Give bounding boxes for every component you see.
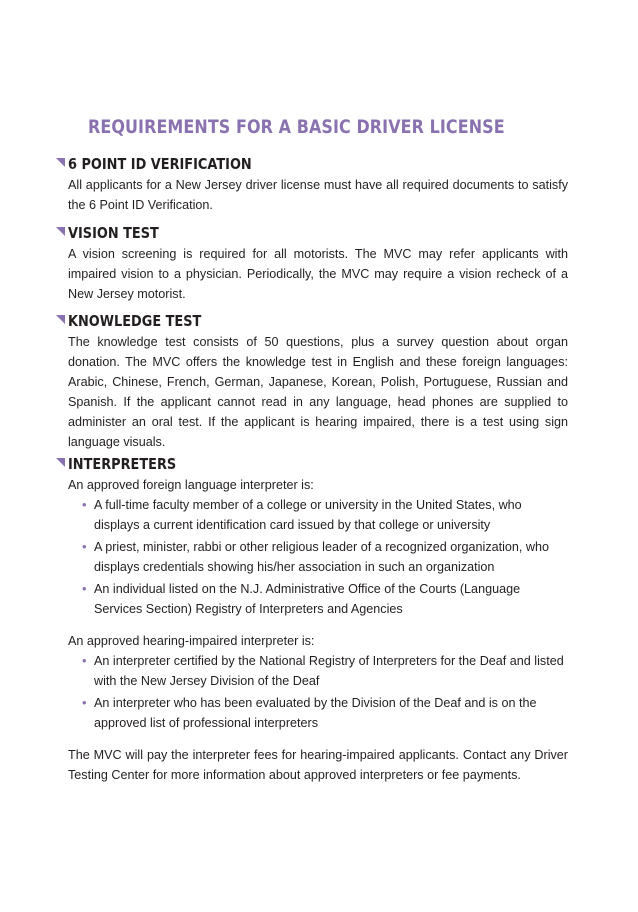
list-item: • An individual listed on the N.J. Administrative Office of the Courts (Language Services Section) Registry of Interpreters and Agencies xyxy=(82,581,521,616)
section-header xyxy=(56,453,568,475)
corner-marker-icon xyxy=(56,158,65,167)
hearing-interpreter-list xyxy=(82,651,568,733)
interpreter-fees-paragraph: The MVC will pay the interpreter fees for hearing-impaired applicants. Contact any Driver Testing Center for more information about approved interpreters or fee payments. xyxy=(68,748,568,782)
section-heading: VISION TEST xyxy=(68,224,159,242)
bullet-icon: • xyxy=(82,581,87,596)
bullet-icon: • xyxy=(82,695,87,710)
bullet-icon: • xyxy=(82,497,87,512)
list-item: • A full-time faculty member of a college or university in the United States, who displays a current identification card issued by that college or university xyxy=(82,497,522,532)
foreign-interpreter-intro: An approved foreign language interpreter is: xyxy=(68,478,314,492)
corner-marker-icon xyxy=(56,227,65,236)
list-item: • An interpreter certified by the National Registry of Interpreters for the Deaf and listed with the New Jersey Division of the Deaf xyxy=(82,653,564,688)
foreign-interpreter-list xyxy=(82,495,568,619)
corner-marker-icon xyxy=(56,315,65,324)
corner-marker-icon xyxy=(56,458,65,467)
section-body: The knowledge test consists of 50 questions, plus a survey question about organ donation. The MVC offers the knowledge test in English and these foreign languages: Arabic, Chinese, French, German, Japanese, Korean, Polish, Portuguese, Russian and Spanish. If the applicant cannot read in any language, head phones are supplied to administer an oral test. If the applicant is hearing impaired, there is a test using sign language visuals. xyxy=(68,335,568,449)
bullet-icon: • xyxy=(82,653,87,668)
list-item: • A priest, minister, rabbi or other religious leader of a recognized organization, who displays credentials showing his/her association in such an organization xyxy=(82,539,550,574)
section-header xyxy=(56,153,568,175)
title-row xyxy=(66,115,566,139)
section-heading: 6 POINT ID VERIFICATION xyxy=(68,155,252,173)
bullet-icon: • xyxy=(82,539,87,554)
section-vision-test xyxy=(56,222,568,304)
page-title: REQUIREMENTS FOR A BASIC DRIVER LICENSE xyxy=(88,116,505,138)
section-knowledge-test xyxy=(56,310,568,452)
section-body: A vision screening is required for all motorists. The MVC may refer applicants with impaired vision to a physician. Periodically, the MVC may require a vision recheck of a New Jersey motorist. xyxy=(68,247,568,301)
section-heading: KNOWLEDGE TEST xyxy=(68,312,202,330)
hearing-interpreter-intro: An approved hearing-impaired interpreter is: xyxy=(68,634,315,648)
section-body: All applicants for a New Jersey driver license must have all required documents to satisfy the 6 Point ID Verification. xyxy=(68,178,568,212)
section-header xyxy=(56,310,568,332)
list-item: • An interpreter who has been evaluated by the Division of the Deaf and is on the approved list of professional interpreters xyxy=(82,695,537,730)
section-id-verification xyxy=(56,153,568,215)
section-header xyxy=(56,222,568,244)
section-heading: INTERPRETERS xyxy=(68,455,177,473)
section-interpreters xyxy=(56,453,568,785)
